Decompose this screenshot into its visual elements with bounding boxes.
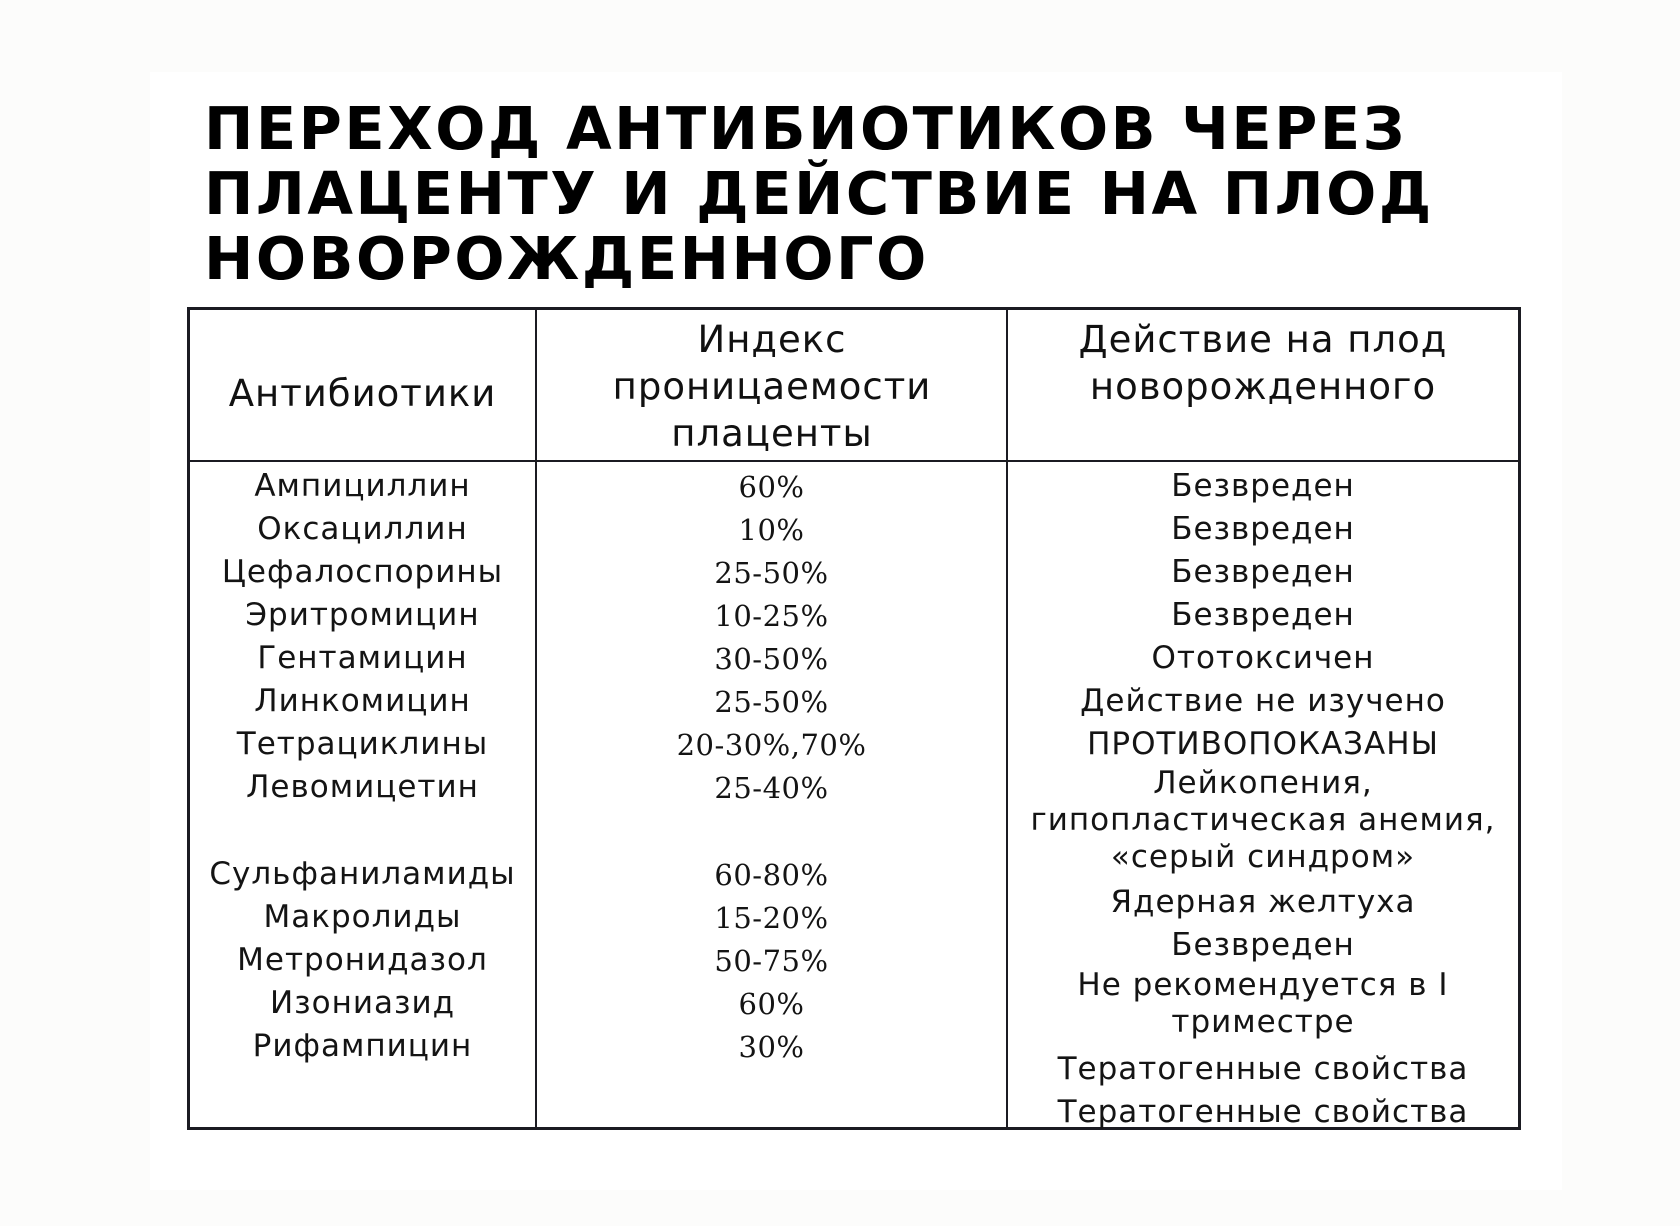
antibiotic-name: Ампициллин [254,468,471,504]
antibiotic-name: Макролиды [263,899,462,935]
fetal-effect: Действие не изучено [1080,683,1446,719]
antibiotic-name: Левомицетин [246,769,479,805]
fetal-effect: Тератогенные свойства [1057,1094,1469,1130]
header-fetal-effect: Действие на плод новорожденного [1078,318,1448,408]
antibiotic-name: Линкомицин [254,683,471,719]
permeability-value: 30% [738,1030,805,1064]
page-title: ПЕРЕХОД АНТИБИОТИКОВ ЧЕРЕЗ ПЛАЦЕНТУ И ДЕЙСТВИЕ НА ПЛОД НОВОРОЖДЕННОГО [204,94,1434,293]
permeability-value: 25-40% [714,771,829,805]
fetal-effect: Ядерная желтуха [1110,884,1416,920]
fetal-effect: Безвреден [1171,554,1355,590]
permeability-value: 25-50% [714,685,829,719]
permeability-value: 30-50% [714,642,829,676]
header-antibiotics: Антибиотики [228,372,497,415]
antibiotic-name: Рифампицин [252,1028,473,1064]
antibiotic-name: Оксациллин [257,511,468,547]
fetal-effect: Безвреден [1171,597,1355,633]
permeability-value: 20-30%,70% [676,728,867,762]
permeability-value: 10% [738,513,805,547]
fetal-effect: Безвреден [1171,511,1355,547]
fetal-effect: Безвреден [1171,927,1355,963]
antibiotic-name: Сульфаниламиды [209,856,516,892]
permeability-value: 25-50% [714,556,829,590]
permeability-value: 50-75% [714,944,829,978]
fetal-effect: Не рекомендуется в I триместре [1077,967,1449,1040]
fetal-effect: Лейкопения, гипопластическая анемия, «серый синдром» [1030,765,1496,875]
permeability-value: 10-25% [714,599,829,633]
fetal-effect-column [1008,0,1518,1226]
permeability-value: 60-80% [714,858,829,892]
fetal-effect: Безвреден [1171,468,1355,504]
antibiotic-name: Гентамицин [257,640,468,676]
antibiotic-name: Тетрациклины [236,726,489,762]
fetal-effect: ПРОТИВОПОКАЗАНЫ [1087,726,1439,762]
permeability-value: 60% [738,470,805,504]
antibiotic-name: Изониазид [269,985,456,1021]
antibiotic-name: Метронидазол [237,942,488,978]
permeability-index-column [537,0,1006,1226]
permeability-value: 15-20% [714,901,829,935]
antibiotic-name: Эритромицин [245,597,480,633]
header-permeability-index: Индекс проницаемости плаценты [612,318,932,455]
permeability-value: 60% [738,987,805,1021]
fetal-effect: Ототоксичен [1151,640,1375,676]
fetal-effect: Тератогенные свойства [1057,1051,1469,1087]
antibiotic-name: Цефалоспорины [221,554,504,590]
antibiotics-column [190,0,535,1226]
